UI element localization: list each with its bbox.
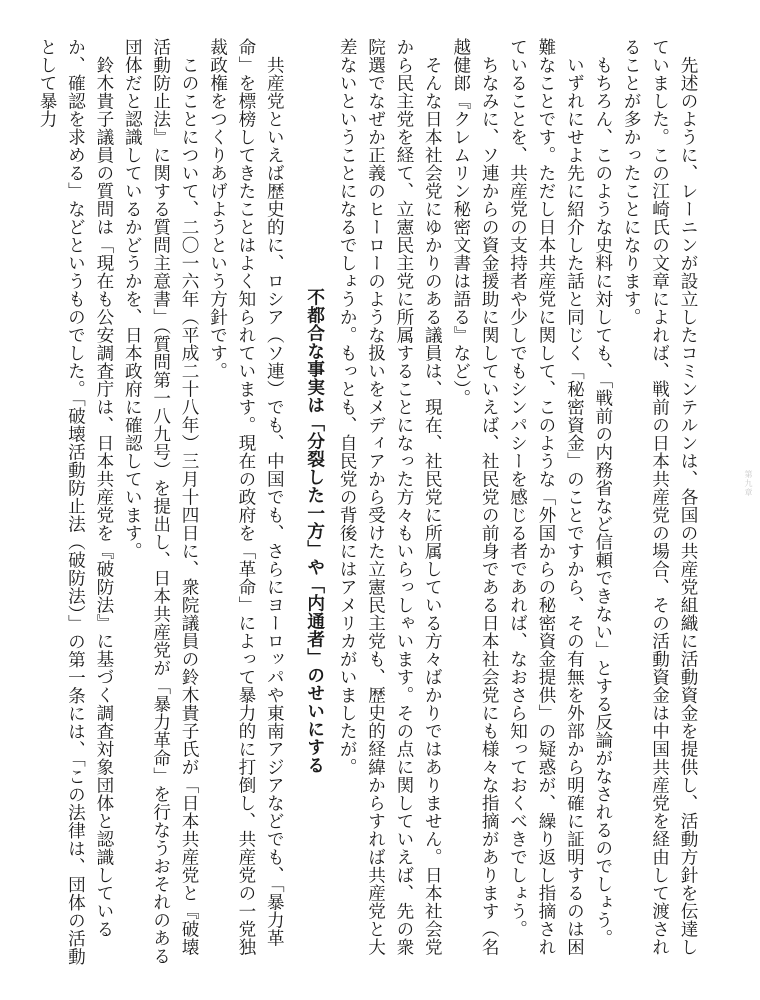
- paragraph-comintern: 先述のように、レーニンが設立したコミンテルンは、各国の共産党組織に活動資金を提供し、活動方針を伝達していました。この江崎氏の文章によれば、戦前の日本共産党の場合、その活動資金は中国共産党を経由して渡されることが多かったことになります。: [621, 38, 698, 956]
- vertical-text-body: [12, 38, 702, 973]
- paragraph-soviet-aid: ちなみに、ソ連からの資金援助に関していえば、社民党の前身である日本社会党にも様々な指摘があります（名越健郎『クレムリン秘密文書は語る』など）。: [450, 38, 500, 956]
- page-number: 第九章: [744, 470, 753, 497]
- paragraph-rebuttal: もちろん、このような史料に対しても、「戦前の内務省など信頼できない」とする反論がなされるのでしょう。: [592, 55, 613, 947]
- paragraph-violent-revolution: 共産党といえば歴史的に、ロシア（ソ連）でも、中国でも、さらにヨーロッパや東南アジアなどでも、「暴力革命」を標榜してきたことはよく知られています。現在の政府を「革命」によって暴力的に打倒し、共産党の一党独裁政権をつくりあげようという方針です。: [207, 38, 285, 956]
- paragraph-suzuki-question: このことについて、二〇一六年（平成二十八年）三月十四日に、衆院議員の鈴木貴子氏が「日本共産党と『破壊活動防止法』に関する質問主意書」（質問第一八九号）を提出し、日本共産党が「暴力革命」を行なうおそれのある団体だと認識しているかどうかを、日本政府に確認しています。: [122, 38, 200, 966]
- paragraph-socialist-party: そんな日本社会党にゆかりのある議員は、現在、社民党に所属している方々ばかりではありません。日本社会党から民主党を経て、立憲民主党に所属することになった方々もいらっしゃいます。その点に関していえば、先の衆院選でなぜか正義のヒーローのような扱いをメディアから受けた立憲民主党も、歴史的経緯からすれば共産党と大差ないということになるでしょうか。もっとも、自民党の背後にはアメリカがいましたが。: [337, 38, 443, 956]
- section-heading: 不都合な事実は「分裂した一方」や「内通者」のせいにする: [304, 288, 325, 774]
- paragraph-secret-funds: いずれにせよ先に紹介した話と同じく「秘密資金」のことですから、その有無を外部から明確に証明するのは困難なことです。ただし日本共産党に関して、このような「外国からの秘密資金提供」の疑惑が、繰り返し指摘されていることを、共産党の支持者や少しでもシンパシーを感じる者であれば、なおさら知っておくべきでしょう。: [507, 38, 585, 956]
- paragraph-subversive-act: 鈴木貴子議員の質問は「現在も公安調査庁は、日本共産党を『破防法』に基づく調査対象団体と認識しているか、確認を求める」などというものでした。「破壊活動防止法（破防法）」の第一条には、「この法律は、団体の活動として暴力: [37, 38, 114, 966]
